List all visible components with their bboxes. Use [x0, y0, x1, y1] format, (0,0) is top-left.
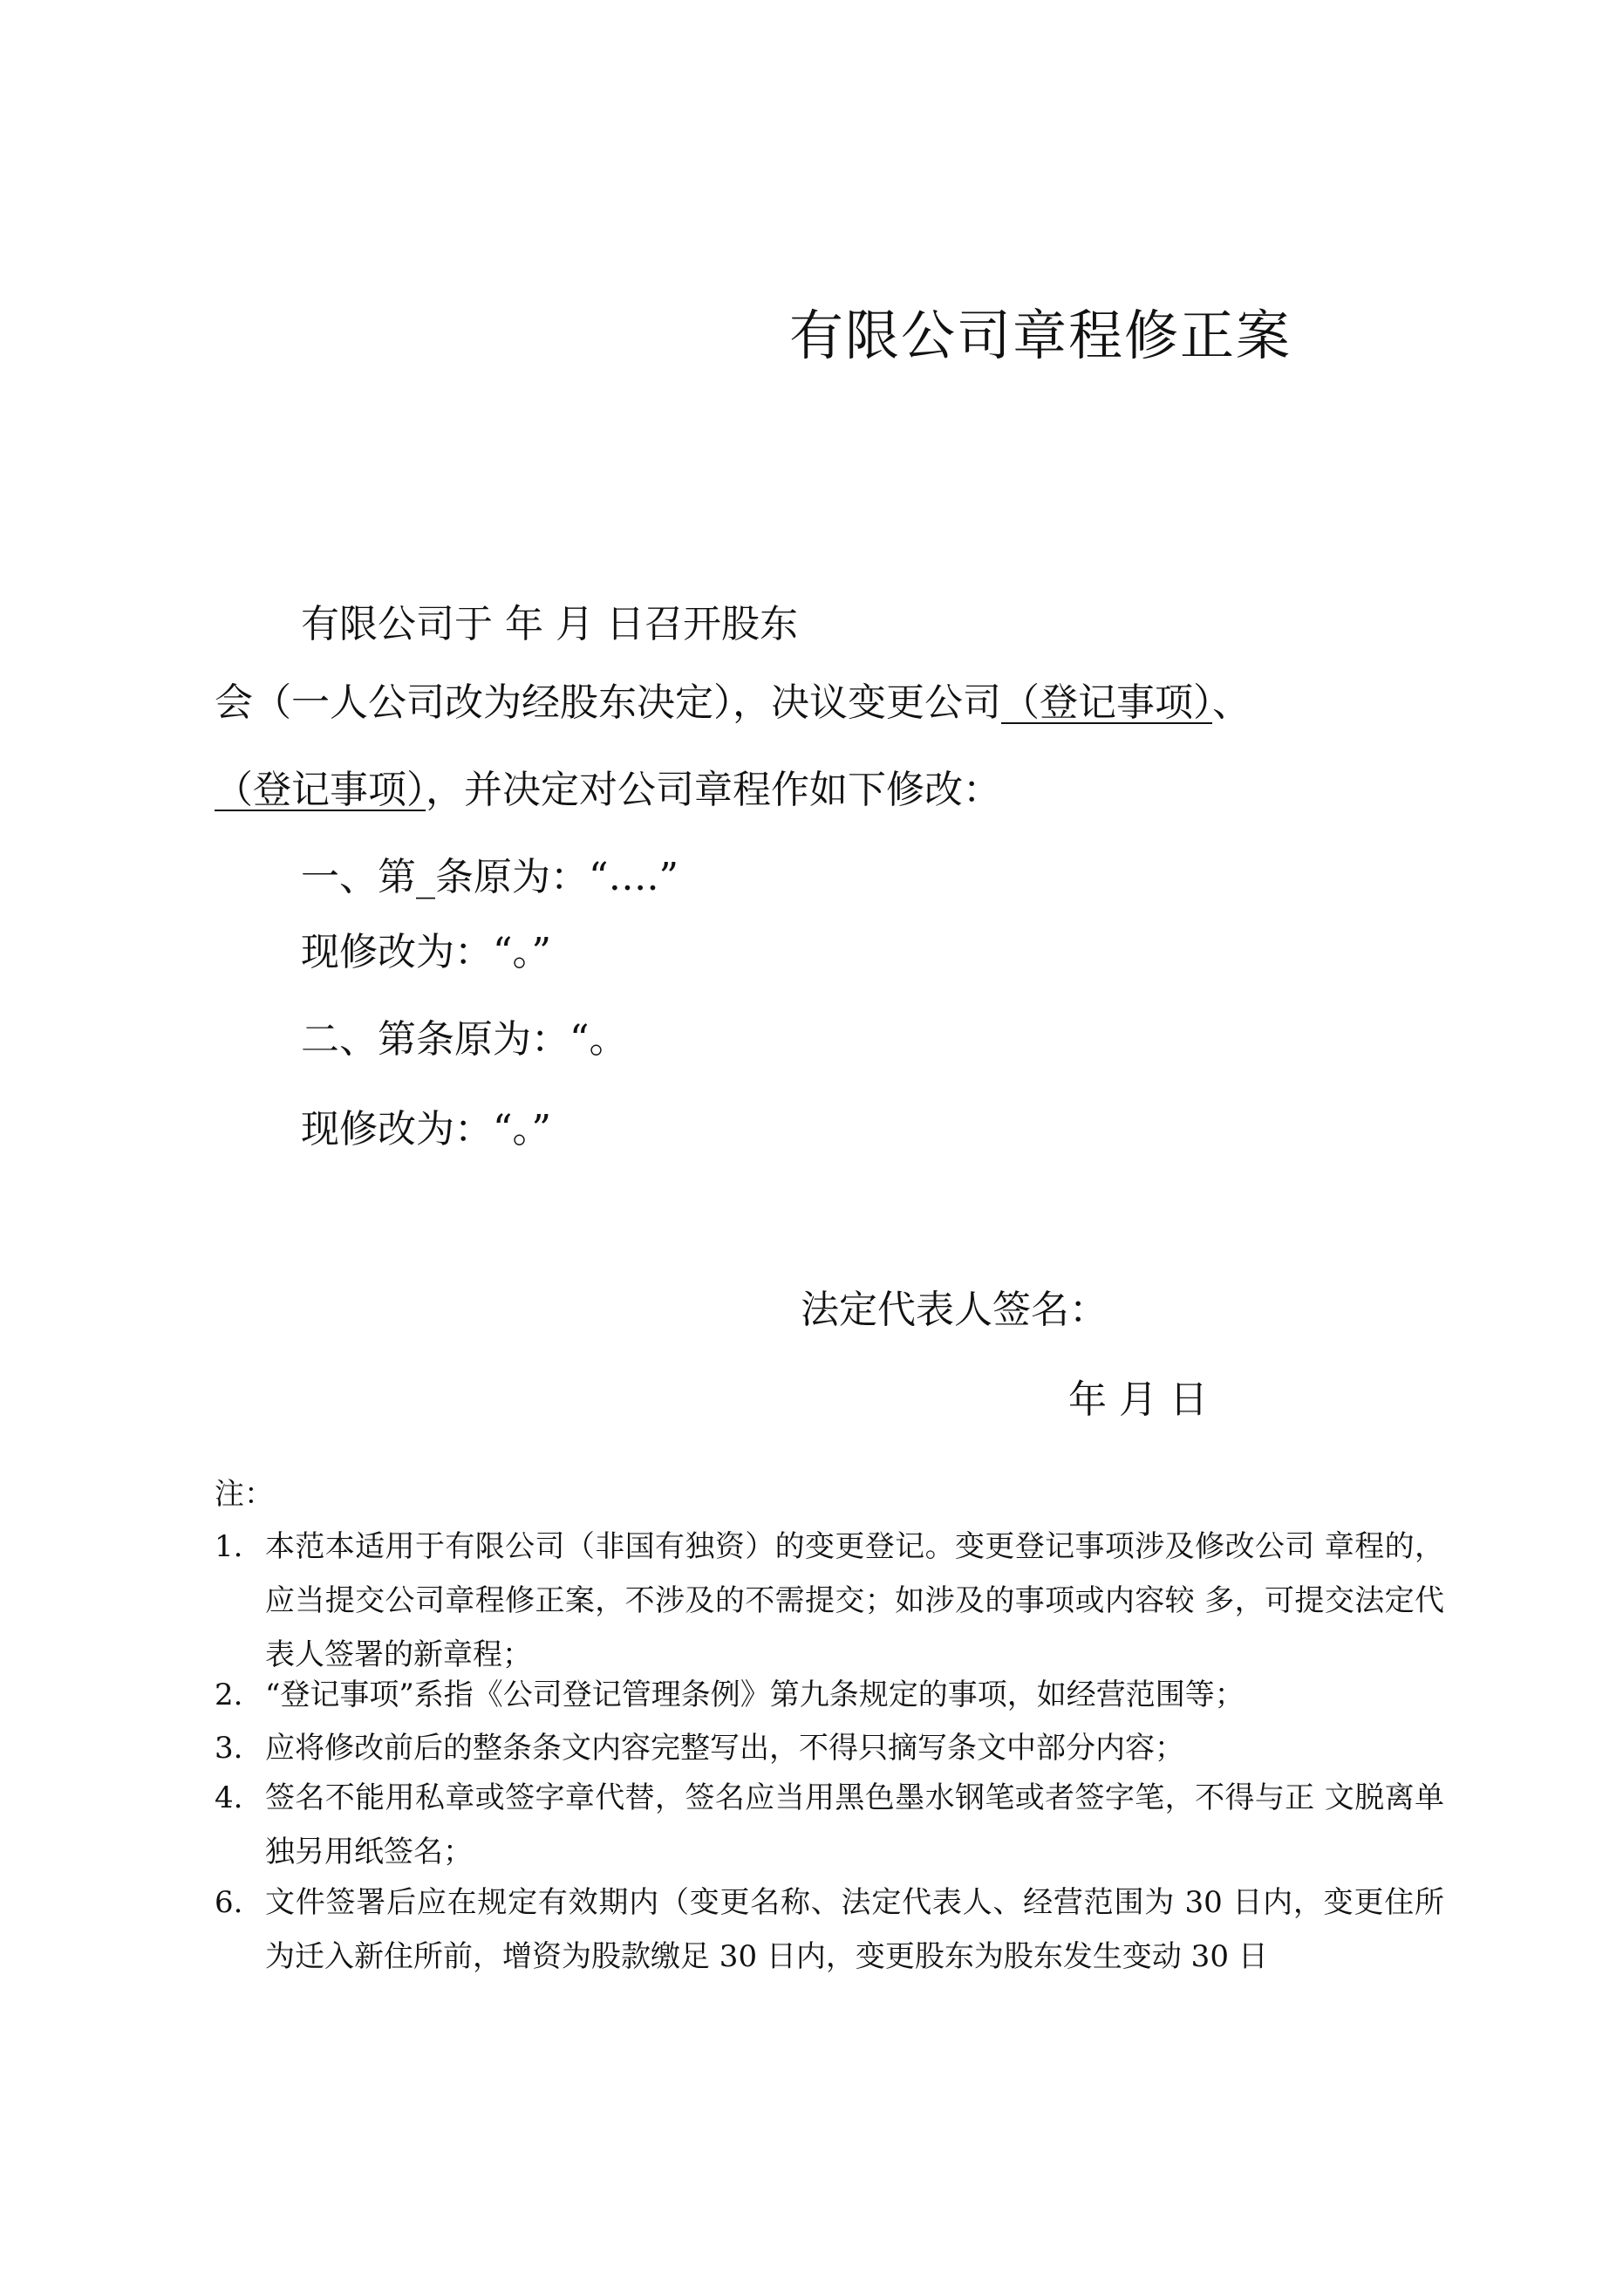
intro-line-3-text: ，并决定对公司章程作如下修改： — [426, 768, 1001, 812]
registration-item-blank-2: （登记事项） — [215, 768, 426, 812]
note-item-6 — [215, 1876, 1444, 1984]
note-text: “登记事项”系指《公司登记管理条例》第九条规定的事项，如经营范围等； — [265, 1678, 1245, 1712]
intro-line-2 — [215, 677, 1251, 729]
signature-date: 年 月 日 — [1068, 1377, 1208, 1422]
document-title: 有限公司章程修正案 — [789, 304, 1292, 367]
intro-line-3 — [215, 764, 1001, 817]
intro-line-1: 有限公司于 年 月 日召开股东 — [301, 602, 798, 646]
note-text: 文件签署后应在规定有效期内（变更名称、法定代表人、经营范围为 30 日内，变更住所为迁入新住所前，增资为股款缴足 30 日内，变更股东为股东发生变动 30 日 — [265, 1885, 1444, 1974]
note-number: 2. — [215, 1678, 243, 1712]
note-number: 1. — [215, 1529, 243, 1564]
intro-line-2-tail: 、 — [1212, 680, 1251, 725]
note-number: 6. — [215, 1885, 243, 1920]
amendment-1-original: 一、第_条原为：“….” — [301, 855, 679, 899]
note-item-4 — [215, 1771, 1444, 1879]
note-item-3 — [215, 1721, 1444, 1775]
note-item-2 — [215, 1668, 1444, 1722]
signature-label: 法定代表人签名： — [801, 1288, 1108, 1332]
note-text: 本范本适用于有限公司（非国有独资）的变更登记。变更登记事项涉及修改公司 章程的，应当提交公司章程修正案，不涉及的不需提交；如涉及的事项或内容较 多，可提交法定代表人签署的新章程； — [265, 1529, 1444, 1672]
note-text: 应将修改前后的整条条文内容完整写出，不得只摘写条文中部分内容； — [265, 1731, 1184, 1766]
note-number: 4. — [215, 1780, 243, 1815]
note-number: 3. — [215, 1731, 243, 1766]
note-text: 签名不能用私章或签字章代替，签名应当用黑色墨水钢笔或者签字笔，不得与正 文脱离单独另用纸签名； — [265, 1780, 1444, 1869]
intro-line-2-text: 会（一人公司改为经股东决定），决议变更公司 — [215, 680, 1001, 725]
notes-heading: 注： — [215, 1477, 274, 1512]
amendment-1-modified: 现修改为：“。” — [301, 930, 551, 974]
note-item-1 — [215, 1520, 1444, 1682]
registration-item-blank-1: （登记事项） — [1001, 680, 1212, 725]
amendment-2-modified: 现修改为：“。” — [301, 1107, 551, 1151]
amendment-2-original: 二、第条原为：“。 — [301, 1017, 628, 1062]
